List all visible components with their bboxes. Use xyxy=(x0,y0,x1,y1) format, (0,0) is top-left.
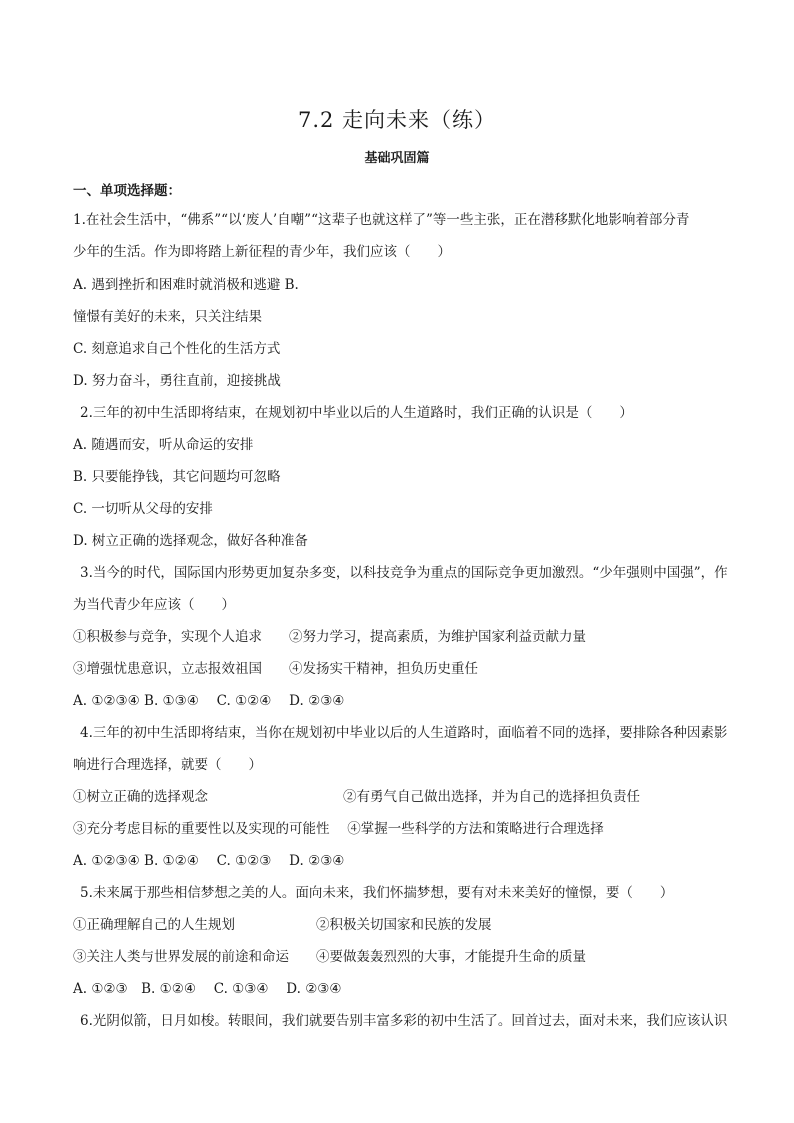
text-line: B. 只要能挣钱，其它问题均可忽略 xyxy=(73,469,281,485)
text-line: 3.当今的时代，国际国内形势更加复杂多变，以科技竞争为重点的国际竞争更加激烈。“少年强则中国强”，作 xyxy=(80,565,728,581)
text-line: 少年的生活。作为即将踏上新征程的青少年，我们应该（ ） xyxy=(73,244,451,260)
text-line: 响进行合理选择，就要（ ） xyxy=(73,757,262,773)
text-line: 4.三年的初中生活即将结束，当你在规划初中毕业以后的人生道路时，面临着不同的选择，要排除各种因素影 xyxy=(80,725,728,741)
text-line: A. 遇到挫折和困难时就消极和逃避 B. xyxy=(73,277,299,293)
text-line: 1.在社会生活中，“佛系”“以‘废人’自嘲”“这辈子也就这样了”等一些主张，正在潜移默化地影响着部分青 xyxy=(73,212,690,228)
text-line: ①正确理解自己的人生规划 ②积极关切国家和民族的发展 xyxy=(73,917,492,933)
text-line: ③关注人类与世界发展的前途和命运 ④要做轰轰烈烈的大事，才能提升生命的质量 xyxy=(73,949,586,965)
section-heading: 一、单项选择题： xyxy=(73,183,181,199)
text-line: C. 刻意追求自己个性化的生活方式 xyxy=(73,341,281,357)
text-line: A. ①②③ B. ①②④ C. ①③④ D. ②③④ xyxy=(73,981,342,997)
text-line: C. 一切听从父母的安排 xyxy=(73,501,213,517)
text-line: A. 随遇而安，听从命运的安排 xyxy=(73,437,254,453)
text-line: 6.光阴似箭，日月如梭。转眼间，我们就要告别丰富多彩的初中生活了。回首过去，面对未来，我们应该认识 xyxy=(80,1013,728,1029)
text-line: 憧憬有美好的未来，只关注结果 xyxy=(73,309,262,325)
text-line: ①树立正确的选择观念 ②有勇气自己做出选择，并为自己的选择担负责任 xyxy=(73,789,640,805)
page-subtitle: 基础巩固篇 xyxy=(364,151,430,166)
text-line: 5.未来属于那些相信梦想之美的人。面向未来，我们怀揣梦想，要有对未来美好的憧憬，要（ ） xyxy=(80,885,674,901)
text-line: A. ①②③④ B. ①②④ C. ①②③ D. ②③④ xyxy=(73,853,345,869)
text-line: A. ①②③④ B. ①③④ C. ①②④ D. ②③④ xyxy=(73,693,345,709)
text-line: ③充分考虑目标的重要性以及实现的可能性 ④掌握一些科学的方法和策略进行合理选择 xyxy=(73,821,604,837)
text-line: ①积极参与竞争，实现个人追求 ②努力学习，提高素质，为维护国家利益贡献力量 xyxy=(73,629,586,645)
text-line: 为当代青少年应该（ ） xyxy=(73,597,235,613)
text-line: D. 树立正确的选择观念，做好各种准备 xyxy=(73,533,308,549)
page-title: 7.2 走向未来（练） xyxy=(297,108,497,132)
text-line: ③增强忧患意识，立志报效祖国 ④发扬实干精神，担负历史重任 xyxy=(73,661,478,677)
text-line: D. 努力奋斗，勇往直前，迎接挑战 xyxy=(73,373,281,389)
text-line: 2.三年的初中生活即将结束，在规划初中毕业以后的人生道路时，我们正确的认识是（ ） xyxy=(80,405,633,421)
